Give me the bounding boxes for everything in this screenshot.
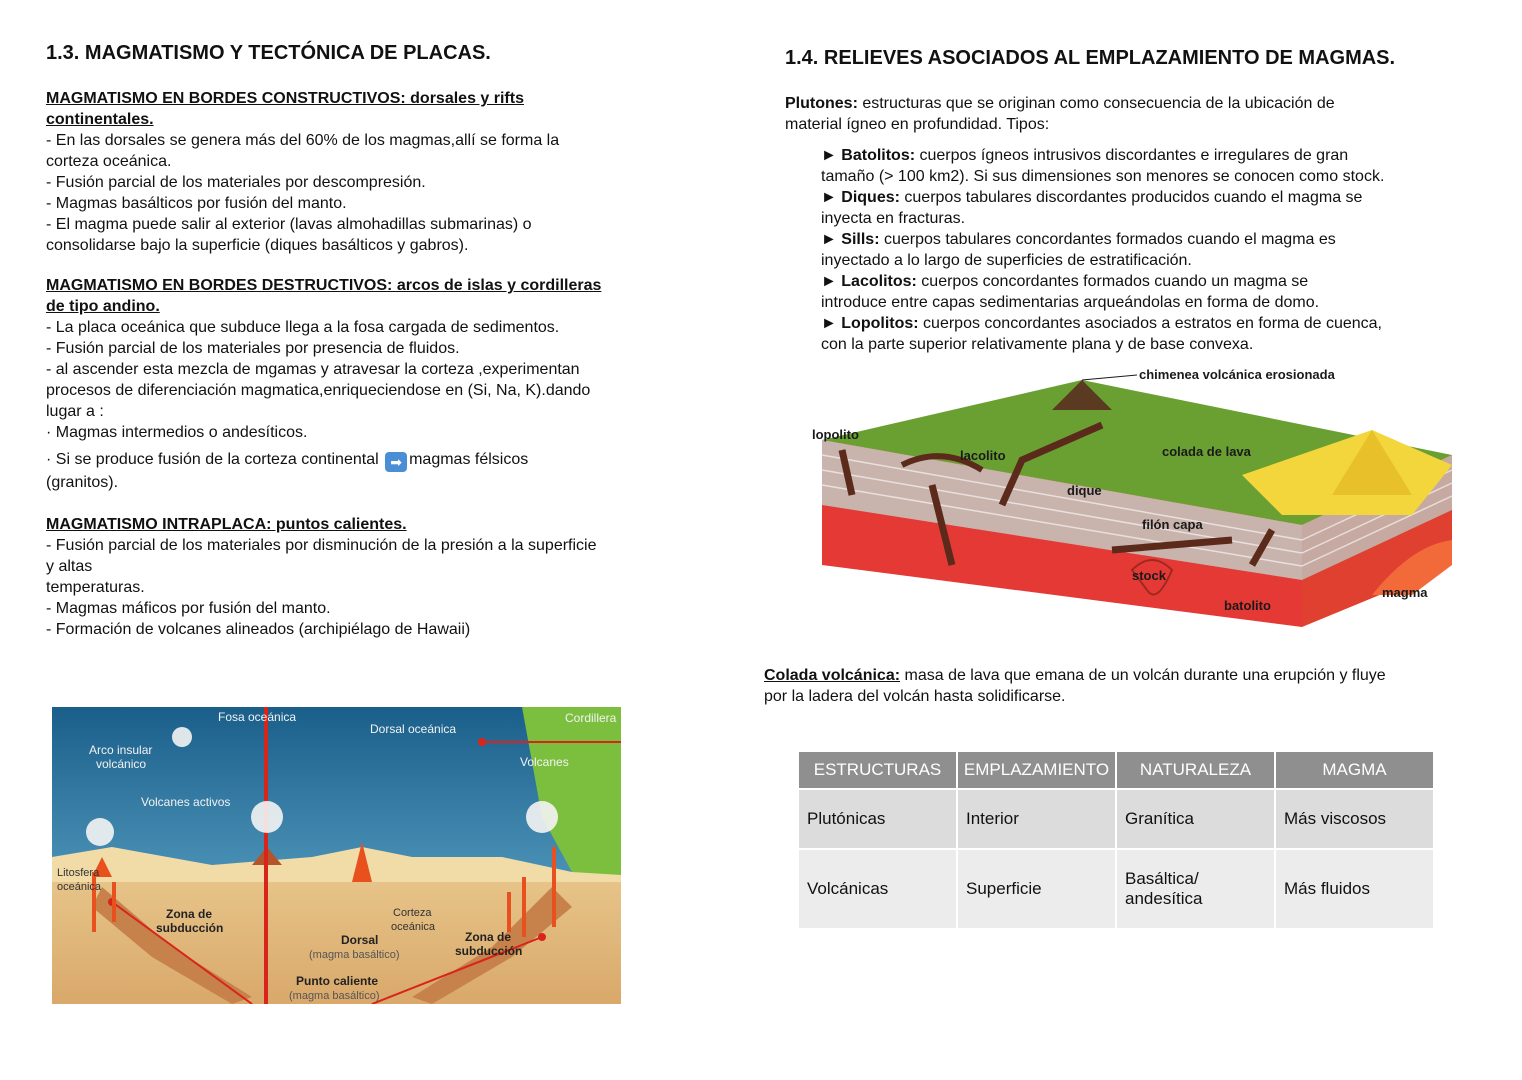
label-lopolito: lopolito	[812, 427, 859, 442]
table-cell: Volcánicas	[799, 850, 956, 928]
pointer-dot	[538, 933, 546, 941]
pluton-types-list	[821, 145, 1481, 355]
plutones-paragraph	[785, 93, 1475, 135]
table-cell: Más viscosos	[1276, 790, 1433, 848]
table-cell: Más fluidos	[1276, 850, 1433, 928]
label-zona1a: Zona de	[166, 907, 213, 921]
plutones-label: Plutones:	[785, 95, 858, 112]
label-batolito: batolito	[1224, 598, 1271, 613]
felsic-post: magmas félsicos	[409, 451, 529, 468]
bullet-triangle-icon: ►	[821, 147, 842, 164]
type-desc: cuerpos ígneos intrusivos discordantes e irregulares de gran	[915, 147, 1349, 164]
magma-emplacement-block-diagram	[812, 365, 1462, 627]
table-row	[799, 850, 1433, 928]
colada-paragraph	[764, 665, 1484, 707]
table-header-row	[799, 752, 1433, 788]
table-cell: Superficie	[958, 850, 1115, 928]
section-title-1-3: 1.3. MAGMATISMO Y TECTÓNICA DE PLACAS.	[46, 42, 491, 64]
leader-line	[1082, 375, 1137, 380]
text-line: - al ascender esta mezcla de mgamas y atravesar la corteza ,experimentan	[46, 361, 580, 378]
text-line: - Fusión parcial de los materiales por presencia de fluidos.	[46, 340, 460, 357]
label-chimenea: chimenea volcánica erosionada	[1139, 367, 1335, 382]
text-line: - En las dorsales se genera más del 60% de los magmas,allí se forma la	[46, 132, 560, 149]
intraplate-heading: MAGMATISMO INTRAPLACA: puntos calientes.	[46, 516, 407, 533]
label-stock: stock	[1132, 568, 1166, 583]
steam-cloud	[251, 801, 283, 833]
type-desc: cuerpos concordantes formados cuando un magma se	[916, 273, 1309, 290]
text-line: corteza oceánica.	[46, 153, 172, 170]
section-title-1-4: 1.4. RELIEVES ASOCIADOS AL EMPLAZAMIENTO DE MAGMAS.	[785, 47, 1396, 69]
structures-table	[797, 750, 1435, 930]
text-line: procesos de diferenciación magmatica,enriqueciendose en (Si, Na, K).dando	[46, 382, 591, 399]
type-desc-cont: tamaño (> 100 km2). Si sus dimensiones son menores se conocen como stock.	[821, 168, 1385, 185]
type-name: Lopolitos:	[841, 315, 919, 332]
label-arco2: volcánico	[96, 757, 147, 771]
type-desc: cuerpos tabulares discordantes producidos cuando el magma se	[899, 189, 1363, 206]
hotspot-column	[264, 707, 268, 1004]
label-filon: filón capa	[1142, 517, 1203, 532]
table-cell: Plutónicas	[799, 790, 956, 848]
text-line: y altas	[46, 558, 93, 575]
bullet-triangle-icon: ►	[821, 189, 842, 206]
pointer-dot	[478, 738, 486, 746]
steam-cloud	[526, 801, 558, 833]
plutones-text: estructuras que se originan como consecuencia de la ubicación de	[857, 95, 1335, 112]
type-desc-cont: inyecta en fracturas.	[821, 210, 966, 227]
table-header: NATURALEZA	[1117, 752, 1274, 788]
constructive-section	[46, 88, 686, 256]
text-line: - Fusión parcial de los materiales por descompresión.	[46, 174, 426, 191]
table-cell: Granítica	[1117, 790, 1274, 848]
destructive-heading-cont: de tipo andino.	[46, 298, 160, 315]
label-volcanes: Volcanes	[520, 755, 569, 769]
felsic-pre: · Si se produce fusión de la corteza continental	[46, 451, 384, 468]
table-row	[799, 790, 1433, 848]
constructive-heading: MAGMATISMO EN BORDES CONSTRUCTIVOS: dorsales y rifts	[46, 90, 524, 107]
text-line: (granitos).	[46, 474, 119, 491]
label-litosfera1: Litosfera	[57, 867, 100, 879]
bullet-triangle-icon: ►	[821, 231, 842, 248]
destructive-section	[46, 275, 686, 493]
colada-text: masa de lava que emana de un volcán durante una erupción y fluye	[900, 667, 1386, 684]
label-volcanes-activos: Volcanes activos	[141, 795, 231, 809]
text-line: - Fusión parcial de los materiales por disminución de la presión a la superficie	[46, 537, 597, 554]
type-name: Batolitos:	[841, 147, 916, 164]
cell-line: Basáltica/	[1125, 869, 1199, 888]
plate-tectonics-diagram	[52, 707, 621, 1004]
label-litosfera2: oceánica	[57, 881, 102, 893]
label-dorsal-oceanica: Dorsal oceánica	[370, 722, 457, 736]
type-desc: cuerpos concordantes asociados a estratos en forma de cuenca,	[918, 315, 1382, 332]
right-arrow-icon: ➡	[385, 452, 407, 472]
cell-line: andesítica	[1125, 889, 1203, 908]
label-magma: magma	[1382, 585, 1428, 600]
type-batolitos	[821, 145, 1481, 166]
table-header: ESTRUCTURAS	[799, 752, 956, 788]
text-line: consolidarse bajo la superficie (diques basálticos y gabros).	[46, 237, 469, 254]
type-name: Diques:	[841, 189, 900, 206]
type-lacolitos	[821, 271, 1481, 292]
text-line: - El magma puede salir al exterior (lavas almohadillas submarinas) o	[46, 216, 532, 233]
steam-cloud	[86, 818, 114, 846]
felsic-line	[46, 449, 686, 472]
label-lacolito: lacolito	[960, 448, 1006, 463]
label-arco1: Arco insular	[89, 743, 153, 757]
label-cordillera: Cordillera	[565, 711, 617, 725]
type-desc: cuerpos tabulares concordantes formados cuando el magma es	[879, 231, 1336, 248]
label-colada: colada de lava	[1162, 444, 1251, 459]
type-desc-cont: inyectado a lo largo de superficies de estratificación.	[821, 252, 1192, 269]
type-name: Sills:	[841, 231, 880, 248]
table-cell	[1117, 850, 1274, 928]
bullet-triangle-icon: ►	[821, 315, 842, 332]
colada-line-2: por la ladera del volcán hasta solidificarse.	[764, 688, 1066, 705]
text-line: - Magmas basálticos por fusión del manto.	[46, 195, 347, 212]
table-header: MAGMA	[1276, 752, 1433, 788]
label-zona1b: subducción	[156, 921, 224, 935]
plutones-line	[785, 93, 1475, 114]
text-line: · Magmas intermedios o andesíticos.	[46, 424, 308, 441]
type-desc-cont: introduce entre capas sedimentarias arqueándolas en forma de domo.	[821, 294, 1320, 311]
label-punto: Punto caliente	[296, 974, 379, 988]
label-fosa: Fosa oceánica	[218, 710, 297, 724]
steam-cloud	[172, 727, 192, 747]
type-diques	[821, 187, 1481, 208]
text-line: - Formación de volcanes alineados (archipiélago de Hawaii)	[46, 621, 471, 638]
text-line: lugar a :	[46, 403, 104, 420]
label-corteza1: Corteza	[393, 907, 432, 919]
type-sills	[821, 229, 1481, 250]
table-cell: Interior	[958, 790, 1115, 848]
bullet-triangle-icon: ►	[821, 273, 842, 290]
label-corteza2: oceánica	[391, 921, 436, 933]
label-dorsal: Dorsal	[341, 933, 379, 947]
intraplate-section	[46, 514, 686, 640]
type-desc-cont: con la parte superior relativamente plana y de base convexa.	[821, 336, 1254, 353]
constructive-heading-cont: continentales.	[46, 111, 154, 128]
type-name: Lacolitos:	[841, 273, 917, 290]
destructive-heading: MAGMATISMO EN BORDES DESTRUCTIVOS: arcos de islas y cordilleras	[46, 277, 602, 294]
table-header: EMPLAZAMIENTO	[958, 752, 1115, 788]
text-line: temperaturas.	[46, 579, 145, 596]
text-line: - Magmas máficos por fusión del manto.	[46, 600, 331, 617]
colada-line	[764, 665, 1484, 686]
type-lopolitos	[821, 313, 1481, 334]
label-zona2a: Zona de	[465, 930, 512, 944]
label-punto-magma: (magma basáltico)	[289, 990, 380, 1002]
plutones-line-2: material ígneo en profundidad. Tipos:	[785, 116, 1050, 133]
colada-label: Colada volcánica:	[764, 667, 901, 684]
text-line: - La placa oceánica que subduce llega a la fosa cargada de sedimentos.	[46, 319, 560, 336]
label-dique: dique	[1067, 483, 1102, 498]
label-dorsal-magma: (magma basáltico)	[309, 949, 400, 961]
label-zona2b: subducción	[455, 944, 523, 958]
